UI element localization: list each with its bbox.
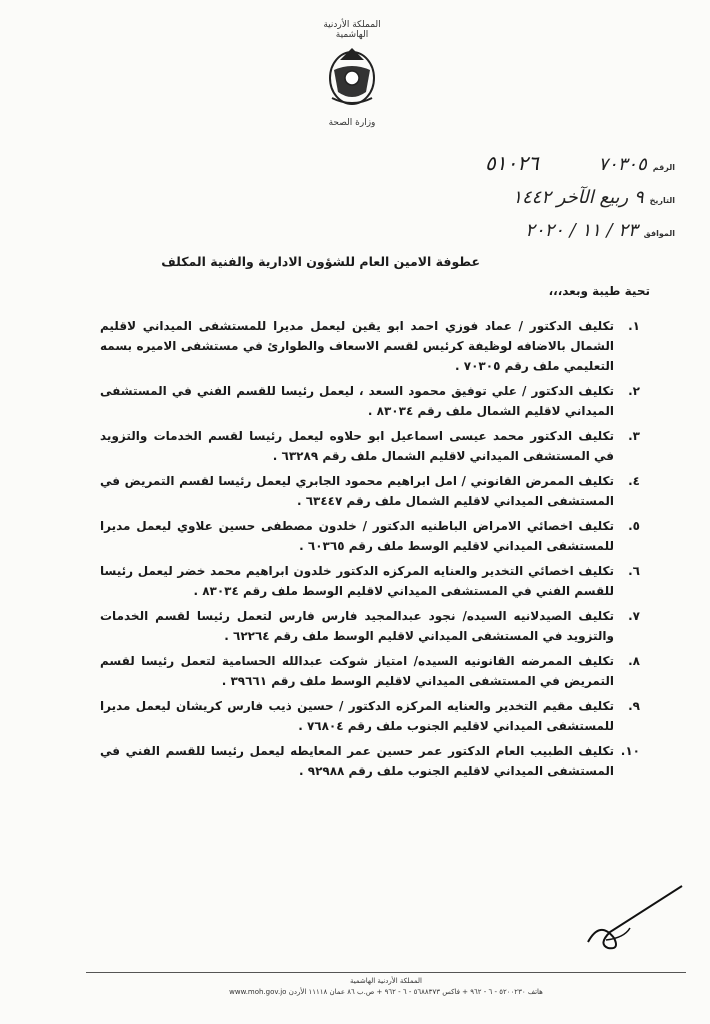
- reference-number-line: [440, 150, 675, 183]
- corresponding-label: الموافق: [643, 229, 675, 238]
- footer-line-1: المملكة الأردنية الهاشمية: [349, 977, 423, 985]
- ministry-name: وزارة الصحة: [328, 118, 376, 128]
- footer-divider: [86, 972, 686, 973]
- crest-top-text: المملكة الأردنية الهاشمية: [323, 20, 381, 40]
- date-gregorian: ٢٣ / ١١ / ٢٠٢٠: [525, 220, 638, 241]
- item-text: تكليف الطبيب العام الدكتور عمر حسين عمر المعايطه ليعمل رئيسا للقسم الفني في المستشفى الميداني لاقليم الجنوب ملف رقم ٩٢٩٨٨ .: [100, 744, 614, 778]
- letterhead-footer: [86, 976, 686, 998]
- list-item: [100, 606, 640, 646]
- item-number: ١.: [628, 319, 640, 333]
- assignment-list: [100, 316, 640, 786]
- date-hijri: ٩ ربيع الآخر ١٤٤٢: [512, 187, 644, 208]
- item-text: تكليف الصيدلانيه السيده/ نجود عبدالمجيد فارس فارس لتعمل رئيسا لقسم الخدمات والتزويد في المستشفى الميداني لاقليم الوسط ملف رقم ٦٢٢٦٤ .: [100, 609, 614, 643]
- list-item: [100, 316, 640, 376]
- item-text: تكليف اخصائي الامراض الباطنيه الدكتور / خلدون مصطفى حسين علاوي ليعمل مديرا للمستشفى الميداني لاقليم الوسط ملف رقم ٦٠٣٦٥ .: [100, 519, 614, 553]
- item-number: ٥.: [628, 519, 640, 533]
- addressee: عطوفة الامين العام للشؤون الادارية والفنية المكلف: [161, 254, 480, 269]
- ref-value: ٧٠٣٠٥: [598, 154, 647, 175]
- handwritten-signature-icon: [580, 880, 690, 960]
- item-text: تكليف الدكتور / علي توفيق محمود السعد ، ليعمل رئيسا للقسم الفني في المستشفى الميداني لاقليم الشمال ملف رقم ٨٣٠٣٤ .: [100, 384, 614, 418]
- item-number: ٨.: [628, 654, 640, 668]
- list-item: [100, 651, 640, 691]
- list-item: [100, 696, 640, 736]
- coat-of-arms-icon: [322, 40, 382, 110]
- item-text: تكليف مقيم التخدير والعنايه المركزه الدكتور / حسين ذيب فارس كريشان ليعمل مديرا للمستشفى الميداني لاقليم الجنوب ملف رقم ٧٦٨٠٤ .: [100, 699, 614, 733]
- item-number: ٧.: [628, 609, 640, 623]
- item-text: تكليف اخصائي التخدير والعنايه المركزه الدكتور خلدون ابراهيم محمد خضر ليعمل رئيسا للقسم الفني في المستشفى الميداني لاقليم الوسط ملف رقم ٨٣٠٣٤ .: [100, 564, 614, 598]
- item-text: تكليف الدكتور محمد عيسى اسماعيل ابو حلاوه ليعمل رئيسا لقسم الخدمات والتزويد في المستشفى الميداني لاقليم الشمال ملف رقم ٦٣٢٨٩ .: [100, 429, 614, 463]
- item-text: تكليف الدكتور / عماد فوزي احمد ابو يقين ليعمل مديرا للمستشفى الميداني لاقليم الشمال بالاضافه لوظيفة كرئيس لقسم الاسعاف والطوارئ في مستشفى الاميره بسمه التعليمي ملف رقم ٧٠٣٠٥ .: [100, 319, 614, 373]
- list-item: [100, 516, 640, 556]
- item-text: تكليف الممرضه القانونيه السيده/ امتياز شوكت عبدالله الحسامية لتعمل رئيسا لقسم التمريض في المستشفى الميداني لاقليم الوسط ملف رقم ٣٩٦٦١ .: [100, 654, 614, 688]
- list-item: [100, 426, 640, 466]
- item-text: تكليف الممرض القانوني / امل ابراهيم محمود الجابري ليعمل رئيسا لقسم التمريض في المستشفى الميداني لاقليم الشمال ملف رقم ٦٣٤٤٧ .: [100, 474, 614, 508]
- date-hijri-line: [440, 183, 675, 216]
- item-number: ٢.: [628, 384, 640, 398]
- greeting: تحية طيبة وبعد،،،: [548, 284, 650, 298]
- ref-label: الرقم: [652, 163, 675, 172]
- list-item: [100, 741, 640, 781]
- ref-extra: ٥١٠٢٦: [485, 151, 539, 175]
- date-label: التاريخ: [649, 196, 675, 205]
- list-item: [100, 561, 640, 601]
- item-number: ٦.: [628, 564, 640, 578]
- item-number: ١٠.: [620, 744, 640, 758]
- reference-block: [440, 150, 675, 249]
- list-item: [100, 381, 640, 421]
- item-number: ٣.: [628, 429, 640, 443]
- footer-line-2: هاتف ٥٢٠٠٢٣٠ - ٦ - ٩٦٢ + فاكس ٥٦٨٨٣٧٣ - ٦ - ٩٦٢ + ص.ب ٨٦ عمان ١١١١٨ الأردن www.moh.gov.jo: [229, 988, 543, 996]
- list-item: [100, 471, 640, 511]
- date-gregorian-line: [440, 216, 675, 249]
- item-number: ٤.: [628, 474, 640, 488]
- item-number: ٩.: [628, 699, 640, 713]
- letterhead-crest: [320, 20, 384, 128]
